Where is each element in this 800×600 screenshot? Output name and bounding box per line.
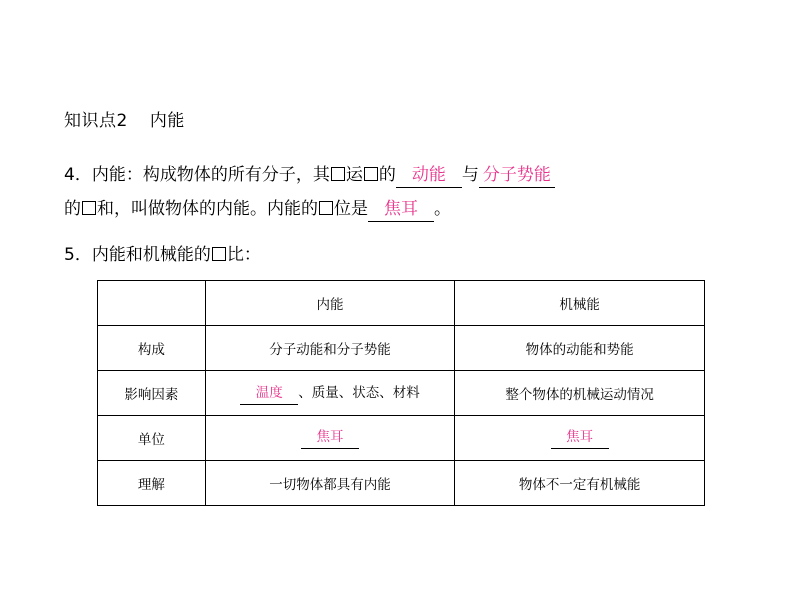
table-header-row — [98, 281, 705, 326]
question-5-line — [64, 238, 261, 272]
table-row — [98, 326, 705, 371]
blank-square-icon — [331, 167, 345, 181]
row-label-factors: 影响因素 — [98, 371, 206, 416]
blank-square-icon — [212, 247, 226, 261]
row-label-understanding: 理解 — [98, 461, 206, 506]
answer-blank-3: 焦耳 — [368, 198, 434, 222]
answer-blank-2: 分子势能 — [479, 164, 555, 188]
header-cell-blank — [98, 281, 206, 326]
answer-blank-temperature: 温度 — [240, 384, 298, 405]
cell-factors-internal — [205, 371, 455, 416]
q4-text-d: 与 — [461, 165, 479, 185]
header-cell-internal-energy: 内能 — [205, 281, 455, 326]
q4-text-a: 4．内能：构成物体的所有分子，其 — [64, 165, 330, 185]
cell-composition-internal: 分子动能和分子势能 — [205, 326, 455, 371]
q4-line2-d: 。 — [434, 199, 451, 219]
cell-factors-mechanical: 整个物体的机械运动情况 — [455, 371, 705, 416]
table-row — [98, 416, 705, 461]
cell-unit-mechanical — [455, 416, 705, 461]
blank-square-icon — [82, 201, 96, 215]
cell-understanding-mechanical: 物体不一定有机械能 — [455, 461, 705, 506]
header-cell-mechanical-energy: 机械能 — [455, 281, 705, 326]
answer-blank-unit-internal: 焦耳 — [301, 428, 359, 449]
cell-factors-internal-tail: 、质量、状态、材料 — [298, 385, 420, 401]
row-label-unit: 单位 — [98, 416, 206, 461]
q4-line2-b: 和，叫做物体的内能。内能的 — [97, 199, 318, 219]
q4-text-c: 的 — [378, 165, 396, 185]
row-label-composition: 构成 — [98, 326, 206, 371]
cell-unit-internal — [205, 416, 455, 461]
comparison-table — [97, 280, 705, 506]
q4-line2-a: 的 — [64, 199, 81, 219]
answer-blank-1: 动能 — [396, 164, 462, 188]
answer-blank-unit-mechanical: 焦耳 — [551, 428, 609, 449]
section-number: 知识点2 — [64, 111, 128, 131]
question-4-line-2 — [64, 192, 451, 226]
question-4-line-1 — [64, 158, 555, 192]
section-heading — [64, 106, 185, 131]
cell-composition-mechanical: 物体的动能和势能 — [455, 326, 705, 371]
section-title: 内能 — [149, 111, 185, 131]
q4-text-b: 运 — [345, 165, 363, 185]
blank-square-icon — [364, 167, 378, 181]
q5-text-a: 5．内能和机械能的 — [64, 245, 211, 265]
q5-text-b: 比： — [226, 245, 261, 265]
table-row — [98, 371, 705, 416]
blank-square-icon — [319, 201, 333, 215]
table-row — [98, 461, 705, 506]
cell-understanding-internal: 一切物体都具有内能 — [205, 461, 455, 506]
q4-line2-c: 位是 — [334, 199, 368, 219]
